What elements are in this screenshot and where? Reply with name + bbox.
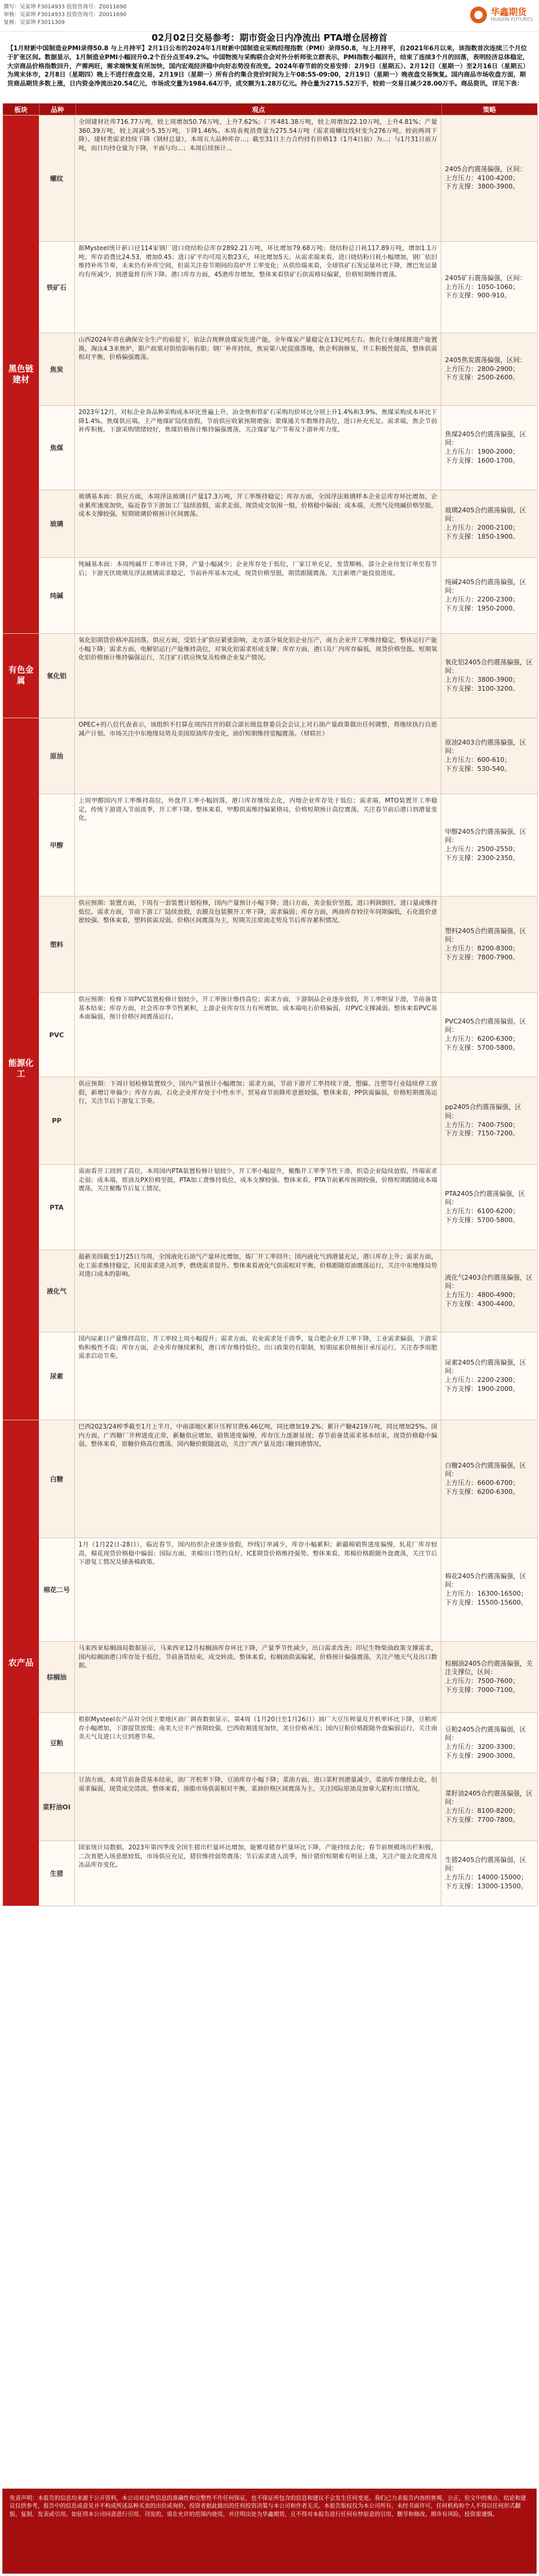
view-cell: 马来西亚棕榈油局数据显示，马来西亚12月棕榈油库存环比下降，产量季节性减少，出口需求改善；印尼生物柴油政策支撑需求，国内棕榈油港口库存处于低位，节前备货结束，成交转淡。整体来看，棕榈油供需偏紧，价格预计偏强震荡，关注产地天气及出口数据。 xyxy=(75,1642,441,1712)
header-view: 观点 xyxy=(76,104,442,115)
intro-paragraph: 【1月财新中国制造业PMI录得50.8 与上月持平】2月1日公布的2024年1月财新中国制造业采购经理指数（PMI）录得50.8，与上月持平，自2021年6月以来，该指数首次连续三个月位于扩张区间。数据显示，1月制造业PMI小幅回升0.2个百分点至49.2%。中国物流与采购联合会对外分析师张立群表示，PMI指数小幅回升，结束了连续3个月的回落，表明经济总体稳定，大宗商品价格指数回升，产需两旺，需求端恢复有所加快，国内宏观经济稳中向好态势没有改变。2024年春节前的交易安排：2月9日（星期五）、2月12日（星期一）至2月16日（星期五）为周末休市，2月8日（星期四）晚上不进行夜盘交易，2月19日（星期一）所有合约集合竞价时间为上午08:55-09:00，2月19日（星期一）晚夜盘交易恢复。国内商品市场收盘方面，期货商品期货多数上涨，日内资金净流出20.54亿元，市场成交量为1984.64万手，成交额为1.28万亿元。持仓量为2715.52万手，较前一交易日减少28.00万手。商品资讯，详见下表： xyxy=(7,45,529,88)
checker-line: 复核：吴家坤 F3011309 xyxy=(4,20,65,26)
view-cell: 1月（1月22日-28日），临近春节，国内纺织企业逐步放假，纱线订单减少，库存小幅累积；新疆棉销售进度偏慢，轧花厂库存较高，棉花现货价格稳中偏弱；国际方面，美棉出口签约良好，ICE期货价格维持强势。整体来看，郑棉价格跟随外盘震荡，关注节后下游复工情况及储备棉政策。 xyxy=(75,1538,441,1641)
strategy-cell xyxy=(441,897,537,992)
top-bar xyxy=(0,0,539,32)
variety-cell: 玻璃 xyxy=(39,490,75,557)
strategy-cell xyxy=(441,1420,537,1538)
sector-name: 能源化工 xyxy=(3,718,39,1420)
strategy-text: 白糖2405合约震荡偏强，区间： 上方压力：6600-6700； 下方支撑：6200-6300。 xyxy=(445,1461,526,1496)
variety-cell: 豆粕 xyxy=(39,1713,75,1773)
brand-logo xyxy=(470,5,533,25)
table-row xyxy=(39,1773,537,1841)
strategy-cell xyxy=(441,1642,537,1712)
strategy-text: 2405合约震荡偏强，区间： 上方压力：4100-4200； 下方支撑：3800-3900。 xyxy=(445,165,526,191)
table-row xyxy=(39,406,537,490)
strategy-cell xyxy=(441,116,537,241)
variety-cell: 菜籽油OI xyxy=(39,1773,75,1840)
strategy-cell xyxy=(441,333,537,405)
sector-rows xyxy=(39,116,537,633)
table-row xyxy=(39,242,537,333)
strategy-text: 2405焦炭震荡偏强，区间： 上方压力：2800-2900； 下方支撑：2500-2600。 xyxy=(445,356,526,382)
strategy-text: 菜籽油2405合约震荡偏强，区间： 上方压力：8100-8200； 下方支撑：7700-7800。 xyxy=(445,1789,533,1824)
view-cell: 上周甲醇国内开工率维持高位，外盘开工率小幅回落，港口库存继续去化，内地企业库存处于低位；需求端，MTO装置开工率稳定，传统下游进入节前淡季，开工率下降。整体来看，甲醇供需维持偏紧格局，价格短期预计高位震荡，关注春节前后港口到港量变化。 xyxy=(75,794,441,896)
view-cell: 需面看开工回到了高位，本周国内PTA装置检修计划较少，开工率小幅提升，聚酯开工率季节性下滑，织造企业陆续放假，终端需求走弱；成本端，原油及PX价格坚挺，PTA加工费维持低位，成本支撑较强。整体来看，PTA节前累库预期较强，价格短期跟随成本端震荡，关注聚酯节后复工情况。 xyxy=(75,1165,441,1250)
variety-cell: 氧化铝 xyxy=(39,634,75,718)
strategy-text: 棉花2405合约震荡偏强，区间： 上方压力：16300-16500； 下方支撑：15500-15600。 xyxy=(445,1572,528,1606)
strategy-cell xyxy=(441,1713,537,1773)
variety-cell: PP xyxy=(39,1077,75,1164)
variety-cell: 白糖 xyxy=(39,1420,75,1538)
author-info xyxy=(4,4,126,27)
view-cell: 玻璃基本面：供应方面，本周浮法玻璃日产量17.3万吨，开工率维持稳定；库存方面，全国浮法玻璃样本企业总库存环比增加，企业累库速度加快，临近春节下游加工厂陆续放假，需求走弱，现货成交氛围一般，价格稳中偏弱；成本端，天然气及纯碱价格坚挺，成本支撑较强，短期玻璃价格预计区间震荡。 xyxy=(75,490,441,557)
variety-cell: 棕榈油 xyxy=(39,1642,75,1712)
table-row xyxy=(39,1841,537,1906)
strategy-cell xyxy=(441,1538,537,1641)
table-row xyxy=(39,1165,537,1250)
sector-rows xyxy=(39,634,537,718)
variety-cell: 棉花二号 xyxy=(39,1538,75,1641)
sector-group xyxy=(3,718,537,1420)
strategy-text: 纯碱2405合约震荡偏强，区间： 上方压力：2200-2300； 下方支撑：1950-2000。 xyxy=(445,578,526,612)
view-cell: 纯碱基本面：本周纯碱开工率环比下降，产量小幅减少；企业库存处于低位，厂家订单充足，发货顺畅，部分企业待发订单至春节后；下游光伏玻璃及浮法玻璃需求稳定，节前补库基本完成，现货价格坚挺，期货跟随震荡，关注新增产能投放进度。 xyxy=(75,558,441,633)
view-cell: 豆油方面，本周节前备货基本结束，油厂开机率下降，豆油库存小幅下降；菜油方面，进口菜籽到港量减少，菜油库存继续去化，但需求偏弱，现货成交清淡。整体来看，油脂市场供需相对平衡，菜油价格区间震荡为主，关注国际原油及加拿大菜籽出口情况。 xyxy=(75,1773,441,1840)
variety-cell: PTA xyxy=(39,1165,75,1250)
table-row xyxy=(39,897,537,993)
sector-group xyxy=(3,1420,537,1906)
view-cell: 氧化铝期货价格冲高回落。供应方面，受铝土矿供应紧张影响，北方部分氧化铝企业压产，南方企业开工率维持稳定，整体运行产能小幅下降；需求方面，电解铝运行产能维持高位，对氧化铝需求形成支撑；库存方面，港口及厂内库存偏低，现货价格坚挺。短期氧化铝价格预计维持偏强运行，关注矿石供应恢复及检修企业复产情况。 xyxy=(75,634,441,718)
view-cell: 国内尿素日产量维持高位，开工率较上周小幅提升；需求方面，农业需求处于淡季，复合肥企业开工率下降，工业需求偏弱，下游采购积极性不高；库存方面，企业库存继续累积，港口库存维持低位。出口政策仍有限制，短期尿素价格预计承压运行，关注春季用肥需求启动节奏。 xyxy=(75,1332,441,1420)
strategy-text: 甲醇2405合约震荡偏强，区间： 上方压力：2500-2550； 下方支撑：2300-2350。 xyxy=(445,827,526,862)
sector-name: 农产品 xyxy=(3,1420,39,1906)
header-strategy: 策略 xyxy=(483,105,496,114)
variety-cell: 原油 xyxy=(39,718,75,794)
view-cell: 根据Mysteel农产品对全国主要地区油厂调查数据显示，第4周（1月20日至1月26日）油厂大豆压榨量及开机率环比下降，豆粕库存小幅增加，下游提货放缓；南美大豆丰产预期较强，巴西收割进度加快，美豆价格承压；国内豆粕价格跟随外盘偏弱运行，关注南美天气及进口大豆到港节奏。 xyxy=(75,1713,441,1773)
table-row xyxy=(39,1713,537,1773)
strategy-cell xyxy=(441,718,537,794)
sector-name: 黑色链建材 xyxy=(3,116,39,633)
sector-name: 有色金属 xyxy=(3,634,39,718)
disclaimer: 免责声明：本报告的信息均来源于公开资料，本公司对这些信息的准确性和完整性不作任何保证，也不保证所包含的信息和建议不会发生任何变更。我们已力求报告内容的客观、公正，但文中的观点、结论和建议仅供参考，报告中的信息或意见并不构成所述品种买卖的出价或询价，投资者据此做出的任何投资决策与本公司和作者无关。本报告版权仅为本公司所有，未经书面许可，任何机构和个人不得以任何形式翻版、复制、发表或引用。如征得本公司同意进行引用、刊发的，需在允许的范围内使用，并注明出处为华鑫期货，且不得对本报告进行任何有悖原意的引用、删节和修改。期市有风险，投资需谨慎。 xyxy=(2,2489,537,2574)
strategy-text: 2405矿石震荡偏强，区间： 上方压力：1050-1060； 下方支撑：900-910。 xyxy=(445,274,526,300)
header-variety: 品种 xyxy=(40,104,76,115)
strategy-cell xyxy=(441,993,537,1077)
view-cell: 供应预期：装置方面，下周有一套装置计划检修，国内产量预计小幅下降；进口方面，美金报价坚挺，进口利润倒挂，进口量或维持低位。需求方面，节前下游工厂陆续放假，农膜及包装膜开工率下降，需求偏弱；库存方面，两油库存较往年同期偏低，石化挺价意愿较强。整体来看，塑料供需双弱，价格区间震荡为主，短期关注原油走势及节后库存累积情况。 xyxy=(75,897,441,992)
variety-cell: 生猪 xyxy=(39,1841,75,1906)
strategy-cell xyxy=(441,1841,537,1906)
brand-logo-icon xyxy=(470,7,487,23)
strategy-text: 氧化铝2405合约震荡偏强，区间： 上方压力：3800-3900； 下方支撑：3100-3200。 xyxy=(445,658,533,692)
view-cell: 供应预期：检修下周PVC装置检修计划较少，开工率预计维持高位；需求方面，下游制品企业逐步放假，开工率明显下滑，节前备货基本结束；库存方面，社会库存季节性累积，上游企业库存压力有所增加。成本端电石价格偏弱，对PVC支撑减弱。整体来看PVC基本面偏弱，预计价格区间震荡运行。 xyxy=(75,993,441,1077)
table-row xyxy=(39,993,537,1077)
table-row xyxy=(39,1077,537,1165)
table-row xyxy=(39,333,537,406)
strategy-text: 生猪2405合约震荡偏弱，区间： 上方压力：14000-15000； 下方支撑：13000-13500。 xyxy=(445,1855,528,1890)
view-cell: 据Mysteel统计新口径114家钢厂进口烧结粉总库存2892.21万吨，环比增加79.68万吨；烧结粉总日耗117.89万吨，增加1.1万吨；库存消费比24.53，增加0.45；进口矿平均可用天数23天，环比增加5天。从需求端来看，进口烧结粉日耗小幅增加，钢厂依旧维持补库节奏，未来仍有补库空间，但需关注春节期间的高炉开工率变化；从供给端来看，全球铁矿石发运量环比下降，澳巴发运量均有所减少，到港量将有所下降。港口库存方面，45港库存增加，整体来看铁矿石供需格局偏紧，价格短期维持震荡。 xyxy=(75,242,441,333)
strategy-cell xyxy=(441,490,537,557)
table-row xyxy=(39,1642,537,1713)
table-row xyxy=(39,490,537,558)
sector-rows xyxy=(39,1420,537,1906)
table-row xyxy=(39,116,537,242)
view-cell: 供应预期：下周计划检修装置较少，国内产量预计小幅增加；需求方面，节前下游开工率持续下滑，塑编、注塑等行业陆续停工放假，新增订单偏少；库存方面，石化企业库存处于中性水平，贸易商节前降库意愿较强。整体来看，PP供需偏弱，价格短期震荡运行，关注节后下游复工节奏。 xyxy=(75,1077,441,1164)
table-row xyxy=(39,1538,537,1642)
table-row xyxy=(39,558,537,633)
strategy-text: 原油2403合约震荡偏强，区间： 上方压力：600-610； 下方支撑：530-540。 xyxy=(445,738,526,773)
strategy-cell xyxy=(441,1165,537,1250)
strategy-text: 棕榈油2405合约震荡偏强，关注支撑位，区间： 上方压力：7500-7600； 下方支撑：7000-7100。 xyxy=(445,1659,533,1694)
variety-cell: 铁矿石 xyxy=(39,242,75,333)
strategy-cell xyxy=(441,1773,537,1840)
strategy-text: 尿素2405合约震荡偏强，区间： 上方压力：2200-2300； 下方支撑：1900-2000。 xyxy=(445,1358,526,1393)
strategy-cell xyxy=(441,1077,537,1164)
variety-cell: 塑料 xyxy=(39,897,75,992)
reviewer-line: 审核：吴家坤 F3014933 投资咨询号：Z0011690 xyxy=(4,12,127,18)
view-cell: 巴西2023/24榨季截至1月上半月，中南部地区累计压榨甘蔗6.46亿吨，同比增加19.2%；累计产糖4219万吨，同比增加25%。国内方面，广西糖厂开榨进度正常，新糖供应增加，销售进度偏慢，库存压力逐渐显现；春节前备货需求基本结束，现货价格稳中偏弱。整体来看，原糖价格高位震荡，国内糖价跟随波动，关注广西产量及进口糖到港情况。 xyxy=(75,1420,441,1538)
table-header xyxy=(3,104,537,115)
table-body xyxy=(3,115,537,1906)
strategy-text: 液化气2403合约震荡偏强，区间： 上方压力：4800-4900； 下方支撑：4300-4400。 xyxy=(445,1273,533,1308)
brand-name: 华鑫期货 xyxy=(490,7,527,17)
sector-group xyxy=(3,115,537,633)
table-row xyxy=(39,1420,537,1538)
variety-cell: 纯碱 xyxy=(39,558,75,633)
strategy-text: PTA2405合约震荡偏强，区间： 上方压力：6100-6200； 下方支撑：5700-5800。 xyxy=(445,1189,525,1224)
strategy-text: pp2405合约震荡偏强，区间： 上方压力：7400-7500； 下方支撑：7150-7200。 xyxy=(445,1103,522,1138)
view-cell: 全国建材社库716.77万吨，较上周增加50.76万吨，上升7.62%；厂库481.38万吨，较上周增加22.10万吨，上升4.81%；产量360.39万吨，较上周减少5.35万吨，下降1.46%。本周表观消费量为275.54万吨（需求端螺纹线材变为276万吨，较前两周下降）。建材类需求持续下降（钢材总量），本周五大品种库存...；截至31日主力合约持有价格13（1月4日前）为...；与1月31日前万吨，而日均持仓量为下降，平面与均...；本周后续预计... xyxy=(75,116,441,241)
view-cell: 最新美国截至1月25日当周，全国液化石油气产量环比增加，炼厂开工率回升；国内液化气到港量充足，港口库存上升；需求方面，化工需求维持稳定，民用需求进入旺季，燃烧需求提升。整体来看液化气供需相对平衡，价格跟随原油震荡运行，关注中东地缘局势对进口成本的影响。 xyxy=(75,1250,441,1332)
strategy-text: 焦煤2405合约震荡偏强，区间： 上方压力：1900-2000； 下方支撑：1600-1700。 xyxy=(445,430,526,464)
strategy-text: PVC2405合约震荡偏弱，区间： 上方压力：6200-6300； 下方支撑：5700-5800。 xyxy=(445,1017,526,1052)
strategy-cell xyxy=(441,406,537,490)
variety-cell: 螺纹 xyxy=(39,116,75,241)
table-row xyxy=(39,1332,537,1420)
strategy-cell xyxy=(441,1250,537,1332)
author-line: 撰写：吴家坤 F3014933 投资咨询号：Z0011690 xyxy=(4,4,127,10)
table-row xyxy=(39,794,537,897)
view-cell: 山西2024年将在确保安全生产的前提下，依法合规释放煤炭先进产能，全年煤炭产量稳定在13亿吨左右。焦化行业继续推进产能置换，淘汰4.3米焦炉，限产政策对供给影响有限；钢厂补库持续，焦炭第八轮提涨落地，焦企利润修复，开工积极性提高，整体供需相对平衡，价格偏强震荡。 xyxy=(75,333,441,405)
header-sector: 板块 xyxy=(3,104,40,115)
strategy-cell xyxy=(441,1332,537,1420)
variety-cell: 尿素 xyxy=(39,1332,75,1420)
strategy-cell xyxy=(441,558,537,633)
view-cell: OPEC+的八位代表表示，该组织不打算在周四召开的联合部长级监督委员会会议上对石油产量政策做出任何调整，将继续执行自愿减产计划。市场关注中东地缘局势及美国原油库存变化，油价短期维持宽幅震荡。（财联社） xyxy=(75,718,441,794)
table-row xyxy=(39,1250,537,1332)
brand-sub: HUAXIN FUTURES xyxy=(490,17,533,22)
reference-table xyxy=(2,103,538,1906)
variety-cell: 液化气 xyxy=(39,1250,75,1332)
variety-cell: PVC xyxy=(39,993,75,1077)
strategy-cell xyxy=(441,794,537,896)
strategy-cell xyxy=(441,242,537,333)
page-title: 02月02日交易参考：期市资金日内净流出 PTA增仓居榜首 xyxy=(152,32,387,43)
sector-rows xyxy=(39,718,537,1420)
strategy-cell xyxy=(441,634,537,718)
table-row xyxy=(39,634,537,718)
strategy-text: 玻璃2405合约震荡偏弱，区间： 上方压力：2000-2100； 下方支撑：1850-1900。 xyxy=(445,506,526,540)
strategy-text: 豆粕2405合约震荡偏弱，区间： 上方压力：3200-3300； 下方支撑：2900-3000。 xyxy=(445,1725,526,1760)
variety-cell: 甲醇 xyxy=(39,794,75,896)
view-cell: 国家统计局数据，2023年第四季度全国生猪出栏量环比增加，能繁母猪存栏量环比下降，产能持续去化；春节前规模场出栏积极，二次育肥入场意愿较低，市场供应充足，猪价维持弱势震荡；节后需求进入淡季，预计猪价短期难有明显上涨，关注产能去化进度及冻品库存变化。 xyxy=(75,1841,441,1906)
sector-group xyxy=(3,633,537,718)
table-row xyxy=(39,718,537,794)
view-cell: 2023年12月，对标企业各品种采购成本环比普遍上升，冶金焦和铁矿石采购均价环比分别上升1.4%和3.9%，焦煤采购成本环比下降1.4%。焦煤供应端，主产地煤矿陆续放假，节前供应收紧预期增强；蒙煤通关车数维持高位，进口补充充足。需求端，焦企节前补库积极，下游采购情绪较好，焦煤价格预计维持偏强震荡，关注煤矿复产节奏及下游补库力度。 xyxy=(75,406,441,490)
strategy-text: 塑料2405合约震荡偏强，区间： 上方压力：8200-8300； 下方支撑：7800-7900。 xyxy=(445,926,526,961)
variety-cell: 焦炭 xyxy=(39,333,75,405)
variety-cell: 焦煤 xyxy=(39,406,75,490)
